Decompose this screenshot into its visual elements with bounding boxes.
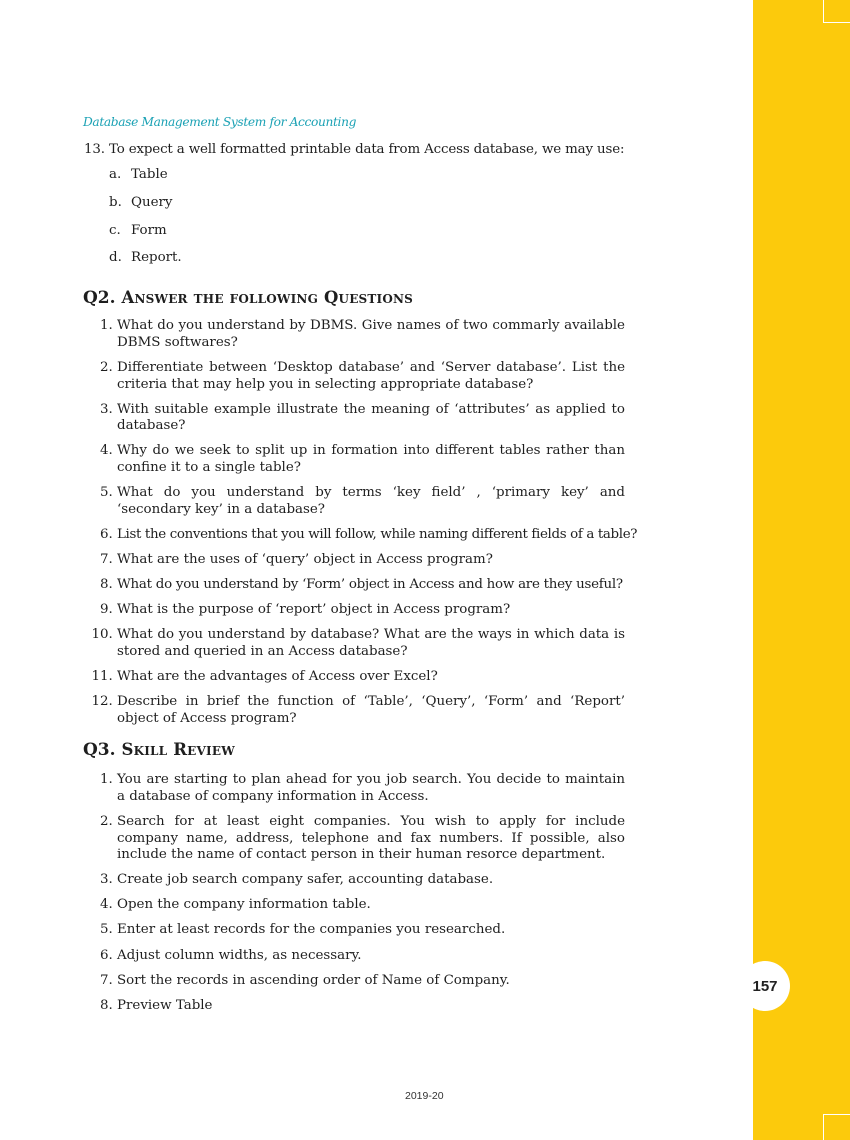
item-text: What is the purpose of ‘report’ object in Access program? [117, 602, 511, 618]
item-text: Search for at least eight companies. You wish to apply for include company name, address, telephone and fax numbers. If possible, also include the name of contact person in their human resorce department. [117, 813, 625, 863]
list-item [84, 973, 625, 990]
item-text: What do you understand by DBMS. Give names of two commarly available DBMS softwares? [117, 318, 625, 350]
item-text: Sort the records in ascending order of Name of Company. [117, 972, 510, 988]
q3-skill-list [84, 772, 625, 1014]
list-item [84, 922, 625, 939]
item-number: 8. [99, 577, 113, 593]
item-text: Describe in brief the function of ‘Table’, ‘Query’, ‘Form’ and ‘Report’ object of Access program? [117, 694, 625, 726]
item-number: 5. [99, 485, 113, 501]
question-13-options [109, 167, 182, 278]
option-letter: b. [109, 194, 122, 210]
item-text: Differentiate between ‘Desktop database’ and ‘Server database’. List the criteria that may help you in selecting appropriate database? [117, 359, 625, 392]
list-item [84, 897, 625, 914]
option-text: Form [131, 222, 167, 238]
item-number: 1. [99, 318, 113, 333]
item-number: 5. [99, 922, 113, 938]
item-text: Preview Table [117, 997, 213, 1013]
corner-crop-mark-top [823, 0, 850, 23]
list-item [84, 485, 625, 518]
item-text: Open the company information table. [117, 897, 371, 913]
footer-year: 2019-20 [405, 1090, 444, 1102]
q2-question-list [84, 318, 638, 728]
list-item [84, 402, 625, 435]
item-text: What are the advantages of Access over Excel? [117, 669, 438, 685]
list-item [84, 577, 625, 594]
option-letter: a. [109, 167, 122, 182]
list-item [84, 360, 625, 393]
list-item [84, 872, 625, 889]
list-item [84, 443, 625, 476]
question-13: 13. To expect a well formatted printable data from Access database, we may use: [84, 142, 625, 157]
list-item [84, 552, 625, 569]
item-number: 3. [99, 401, 113, 417]
item-number: 4. [99, 443, 113, 459]
item-number: 1. [99, 772, 113, 787]
list-item [84, 526, 638, 544]
item-text: List the conventions that you will follow, while naming different fields of a table? [117, 526, 638, 542]
option-a [109, 167, 182, 195]
item-text: What do you understand by database? What are the ways in which data is stored and queried in an Access database? [117, 627, 625, 660]
item-text: Why do we seek to split up in formation into different tables rather than confine it to a single table? [117, 443, 625, 476]
section-prefix: Q3. [83, 740, 122, 760]
item-text: What are the uses of ‘query’ object in Access program? [117, 552, 493, 568]
option-b [109, 195, 182, 223]
section-heading-q3 [83, 740, 235, 760]
list-item [84, 602, 625, 619]
list-item [84, 998, 625, 1015]
list-item [84, 627, 625, 660]
item-text: You are starting to plan ahead for you job search. You decide to maintain a database of company information in Access. [117, 772, 625, 804]
item-text: With suitable example illustrate the meaning of ‘attributes’ as applied to database? [117, 401, 625, 434]
section-title: Answer the following Questions [121, 288, 414, 307]
option-letter: c. [109, 222, 121, 238]
item-number: 12. [91, 694, 113, 710]
option-c [109, 223, 182, 251]
option-letter: d. [109, 250, 122, 266]
item-text: Enter at least records for the companies you researched. [117, 922, 506, 938]
option-text: Report. [131, 250, 182, 266]
item-number: 6. [99, 526, 113, 542]
item-number: 6. [99, 947, 113, 963]
item-text: What do you understand by ‘Form’ object in Access and how are they useful? [117, 577, 623, 593]
item-number: 2. [99, 359, 113, 375]
item-text: What do you understand by terms ‘key field’ , ‘primary key’ and ‘secondary key’ in a database? [117, 485, 625, 517]
list-item [84, 694, 625, 727]
item-number: 7. [99, 552, 113, 568]
list-item [84, 669, 625, 686]
section-title: Skill Review [121, 740, 235, 759]
item-number: 7. [99, 972, 113, 988]
item-number: 3. [99, 872, 113, 888]
item-text: Adjust column widths, as necessary. [117, 947, 362, 963]
option-text: Query [131, 194, 173, 210]
list-item [84, 772, 625, 805]
page-number-badge [740, 961, 790, 1011]
list-item [84, 948, 625, 965]
list-item [84, 318, 625, 351]
running-head: Database Management System for Accounting [83, 115, 357, 129]
option-d [109, 250, 182, 278]
item-number: 9. [99, 602, 113, 618]
item-number: 2. [99, 813, 113, 829]
option-text: Table [131, 167, 168, 182]
list-item [84, 814, 625, 864]
corner-crop-mark-bottom [823, 1114, 850, 1140]
item-text: Create job search company safer, accounting database. [117, 872, 494, 888]
item-number: 10. [91, 627, 113, 643]
item-number: 4. [99, 897, 113, 913]
section-heading-q2 [83, 288, 413, 308]
page-number: 157 [752, 977, 778, 995]
section-prefix: Q2. [83, 288, 122, 308]
item-number: 11. [91, 669, 113, 685]
item-number: 8. [99, 997, 113, 1013]
